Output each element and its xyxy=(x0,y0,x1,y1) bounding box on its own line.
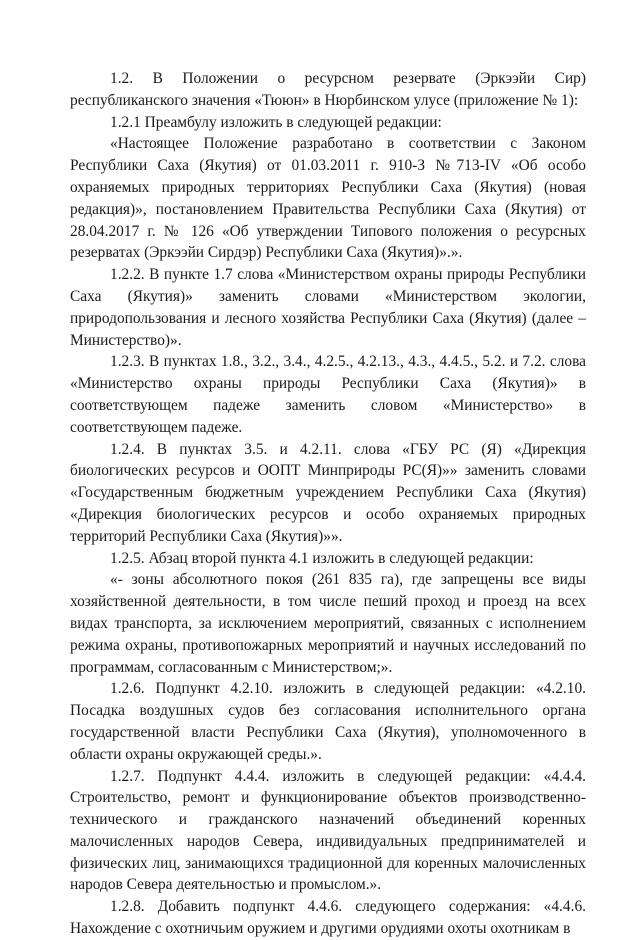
paragraph-1-2-4: 1.2.4. В пунктах 3.5. и 4.2.11. слова «ГБУ РС (Я) «Дирекция биологических ресурсов и ООПТ Минприроды РС(Я)»» заменить словами «Государственным бюджетным учреждением Республики Саха (Якутия) «Дирекция биологических ресурсов и особо охраняемых природных территорий Республики Саха (Якутия)»». xyxy=(70,440,586,545)
paragraph-zone-quote: «- зоны абсолютного покоя (261 835 га), где запрещены все виды хозяйственной деятельности, в том числе пеший проход и проезд на всех видах транспорта, за исключением мероприятий, связанных с исполнением режима охраны, противопожарных мероприятий и научных исследований по программам, согласованным с Министерством;». xyxy=(70,571,586,676)
paragraph-preamble-quote: «Настоящее Положение разработано в соответствии с Законом Республики Саха (Якутия) от 01.03.2011 г. 910-З №713-IV «Об особо охраняемых природных территориях Республики Саха (Якутия) (новая редакция)», постановлением Правительства Республики Саха (Якутия) от 28.04.2017 г. № 126 «Об утверждении Типового положения о ресурсных резерватах (Эркээйи Сирдэр) Республики Саха (Якутия)».». xyxy=(70,135,586,262)
paragraph-1-2-1: 1.2.1 Преамбулу изложить в следующей редакции: xyxy=(110,113,442,131)
paragraph-1-2-5: 1.2.5. Абзац второй пункта 4.1 изложить в следующей редакции: xyxy=(110,549,534,567)
paragraph-1-2-7: 1.2.7. Подпункт 4.4.4. изложить в следующей редакции: «4.4.4. Строительство, ремонт и функционирование объектов производственно-технического и гражданского назначений объединений коренных малочисленных народов Севера, индивидуальных предпринимателей и физических лиц, занимающихся традиционной для коренных малочисленных народов Севера деятельностью и промыслом.». xyxy=(70,767,586,894)
paragraph-1-2-8: 1.2.8. Добавить подпункт 4.4.6. следующего содержания: «4.4.6. Нахождение с охотничьим оружием и другими орудиями охоты охотникам в xyxy=(70,898,586,938)
document-page xyxy=(70,68,586,940)
paragraph-1-2-3: 1.2.3. В пунктах 1.8., 3.2., 3.4., 4.2.5., 4.2.13., 4.3., 4.4.5., 5.2. и 7.2. слова «Министерство охраны природы Республики Саха (Якутия)» в соответствующем падеже заменить словом «Министерство» в соответствующем падеже. xyxy=(70,353,586,436)
paragraph-1-2-2: 1.2.2. В пункте 1.7 слова «Министерством охраны природы Республики Саха (Якутия)» заменить словами «Министерством экологии, природопользования и лесного хозяйства Республики Саха (Якутия) (далее – Министерство)». xyxy=(70,266,586,349)
paragraph-1-2-6: 1.2.6. Подпункт 4.2.10. изложить в следующей редакции: «4.2.10. Посадка воздушных судов без согласования исполнительного органа государственной власти Республики Саха (Якутия), уполномоченного в области охраны окружающей среды.». xyxy=(70,680,586,763)
paragraph-1-2: 1.2. В Положении о ресурсном резервате (Эркээйи Сир) республиканского значения «Тююн» в Нюрбинском улусе (приложение № 1): xyxy=(70,70,586,109)
